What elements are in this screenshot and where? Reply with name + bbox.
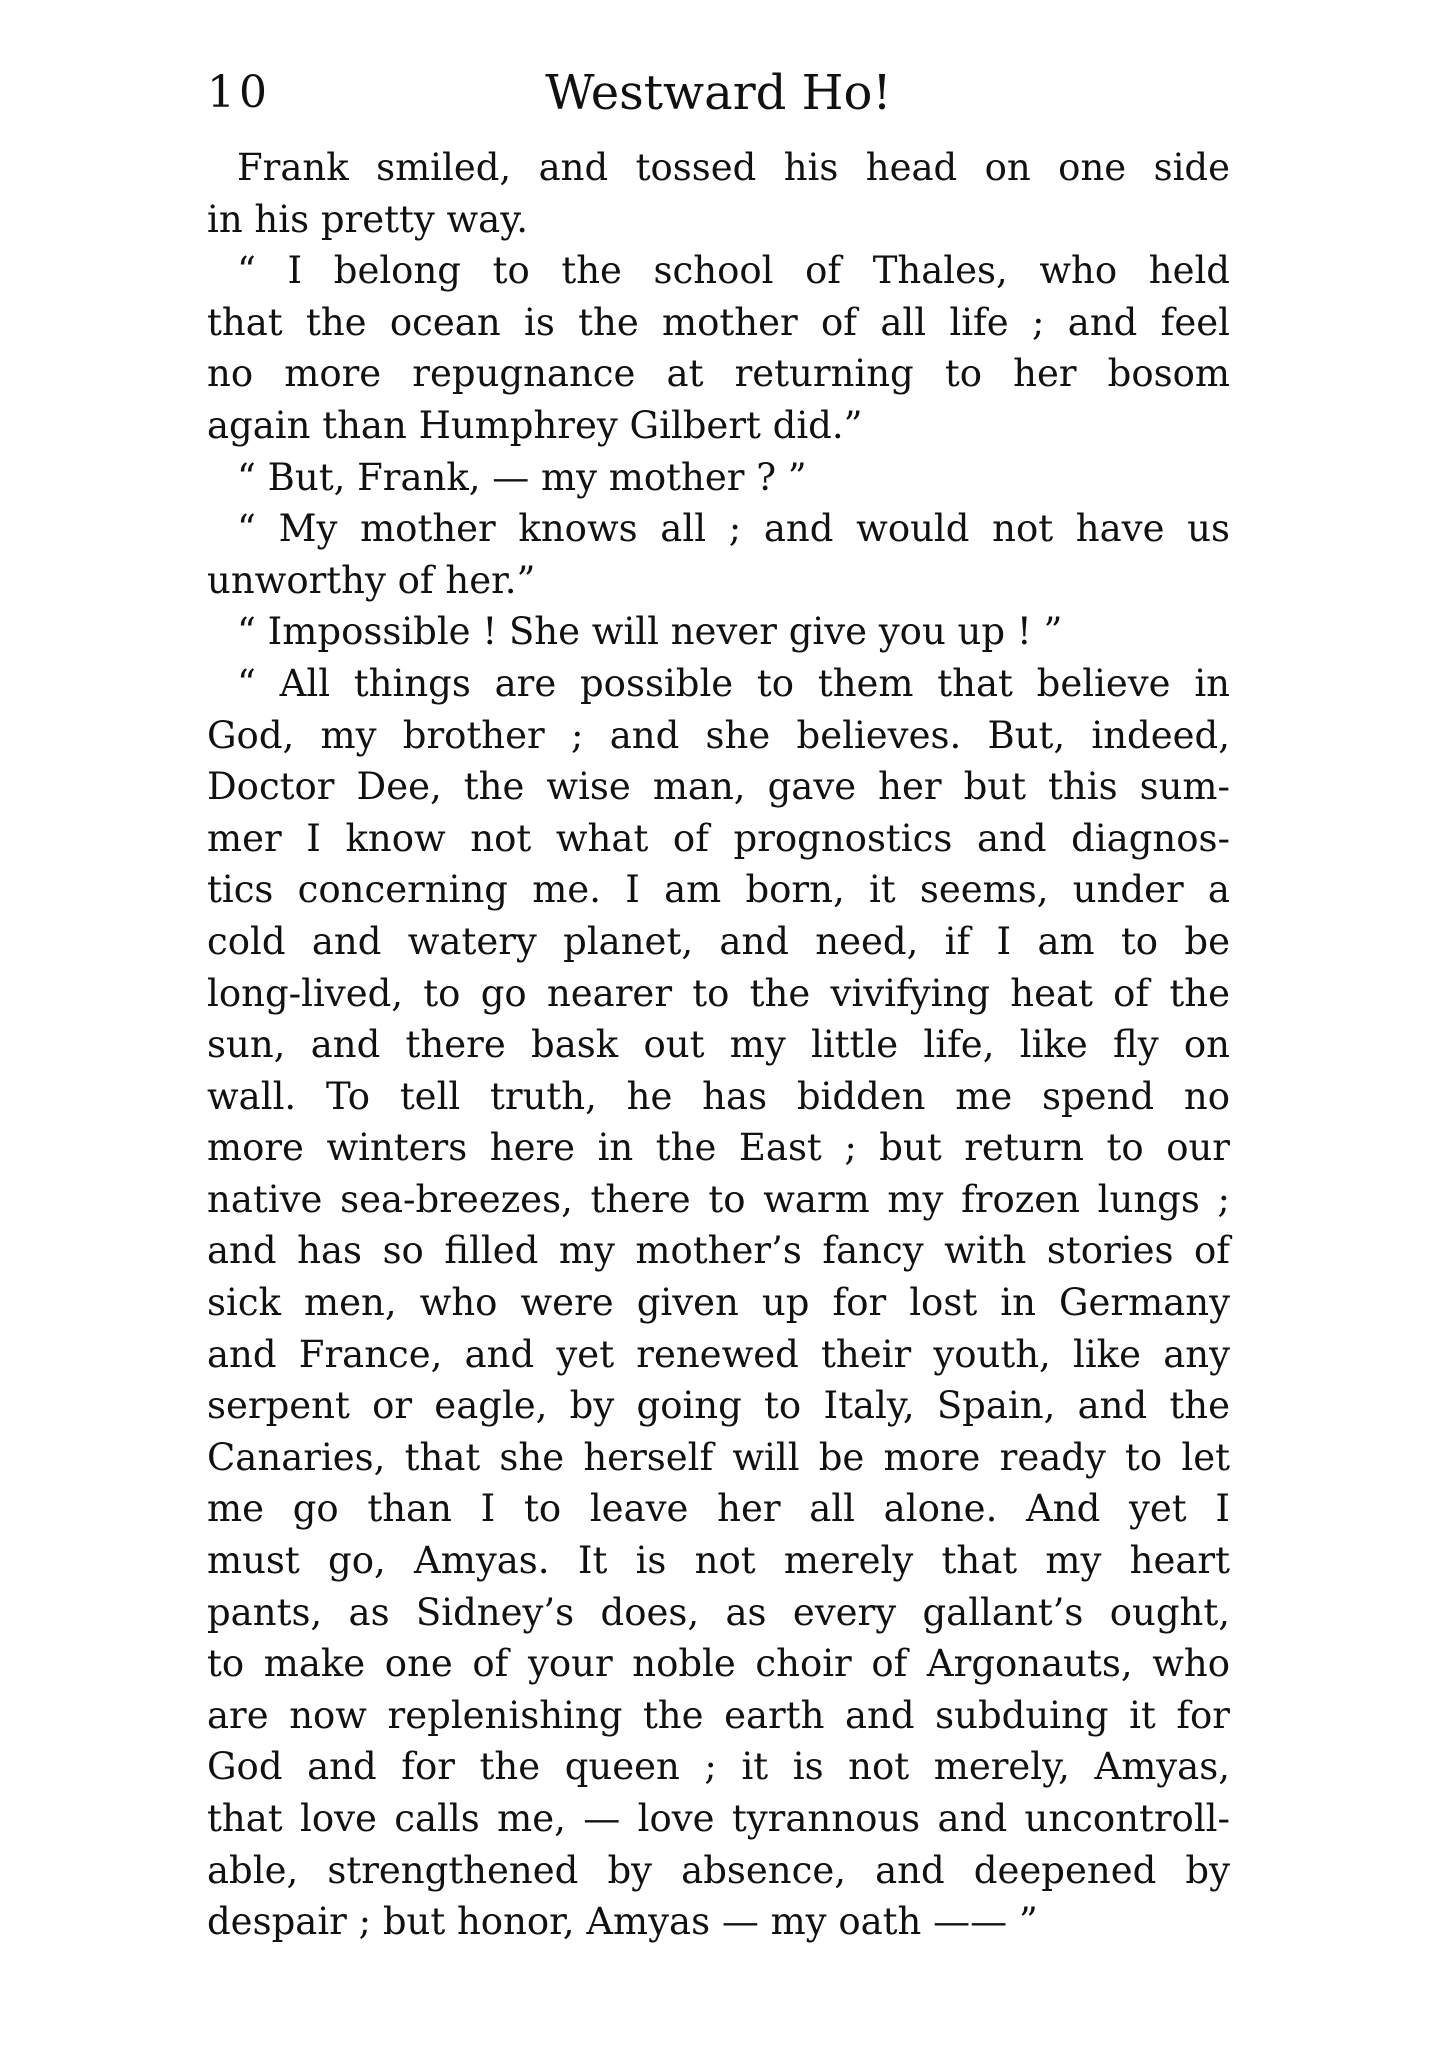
body-text (207, 142, 1230, 1948)
text-line: are now replenishing the earth and subduing it for (207, 1693, 1230, 1737)
text-line: “ But, Frank, — my mother ? ” (237, 455, 807, 499)
text-line: sun, and there bask out my little life, like fly on (207, 1023, 1230, 1067)
text-line: pants, as Sidney’s does, as every gallant’s ought, (207, 1590, 1230, 1634)
running-head (207, 58, 1230, 128)
text-line: that the ocean is the mother of all life ; and feel (207, 300, 1230, 344)
text-line: cold and watery planet, and need, if I am to be (207, 919, 1230, 963)
text-line: long-lived, to go nearer to the vivifying heat of the (207, 971, 1230, 1015)
text-line: and France, and yet renewed their youth, like any (207, 1332, 1230, 1376)
text-line: God and for the queen ; it is not merely, Amyas, (207, 1745, 1230, 1789)
text-line: to make one of your noble choir of Argonauts, who (207, 1642, 1230, 1686)
text-line: Frank smiled, and tossed his head on one side (237, 146, 1230, 189)
text-line: able, strengthened by absence, and deepened by (207, 1848, 1230, 1892)
text-line: “ All things are possible to them that believe in (237, 661, 1230, 705)
text-line: me go than I to leave her all alone. And yet I (207, 1487, 1230, 1531)
text-line: wall. To tell truth, he has bidden me spend no (207, 1074, 1230, 1118)
text-line: Doctor Dee, the wise man, gave her but this sum- (207, 765, 1230, 809)
text-line: and has so filled my mother’s fancy with stories of (207, 1229, 1230, 1273)
text-line: in his pretty way. (207, 197, 528, 241)
text-line: Canaries, that she herself will be more ready to let (207, 1435, 1230, 1479)
text-line: no more repugnance at returning to her bosom (207, 352, 1230, 396)
text-line: unworthy of her.” (207, 558, 536, 602)
text-line: tics concerning me. I am born, it seems, under a (207, 868, 1230, 912)
text-line: mer I know not what of prognostics and diagnos- (207, 816, 1230, 860)
text-line: “ I belong to the school of Thales, who held (237, 249, 1230, 293)
text-line: must go, Amyas. It is not merely that my heart (207, 1539, 1230, 1583)
text-line: “ Impossible ! She will never give you up ! ” (237, 610, 1063, 654)
text-line: again than Humphrey Gilbert did.” (207, 403, 863, 447)
text-line: “ My mother knows all ; and would not have us (237, 507, 1230, 551)
page-number: 10 (207, 67, 271, 118)
text-line: despair ; but honor, Amyas — my oath —— ” (207, 1900, 1038, 1944)
text-line: God, my brother ; and she believes. But, indeed, (207, 713, 1230, 757)
text-line: native sea-breezes, there to warm my frozen lungs ; (207, 1177, 1230, 1221)
running-title: Westward Ho! (545, 65, 892, 121)
text-line: sick men, who were given up for lost in Germany (207, 1281, 1230, 1325)
text-line: serpent or eagle, by going to Italy, Spain, and the (207, 1384, 1230, 1428)
text-line: that love calls me, — love tyrannous and uncontroll- (207, 1797, 1230, 1840)
text-line: more winters here in the East ; but return to our (207, 1126, 1230, 1170)
